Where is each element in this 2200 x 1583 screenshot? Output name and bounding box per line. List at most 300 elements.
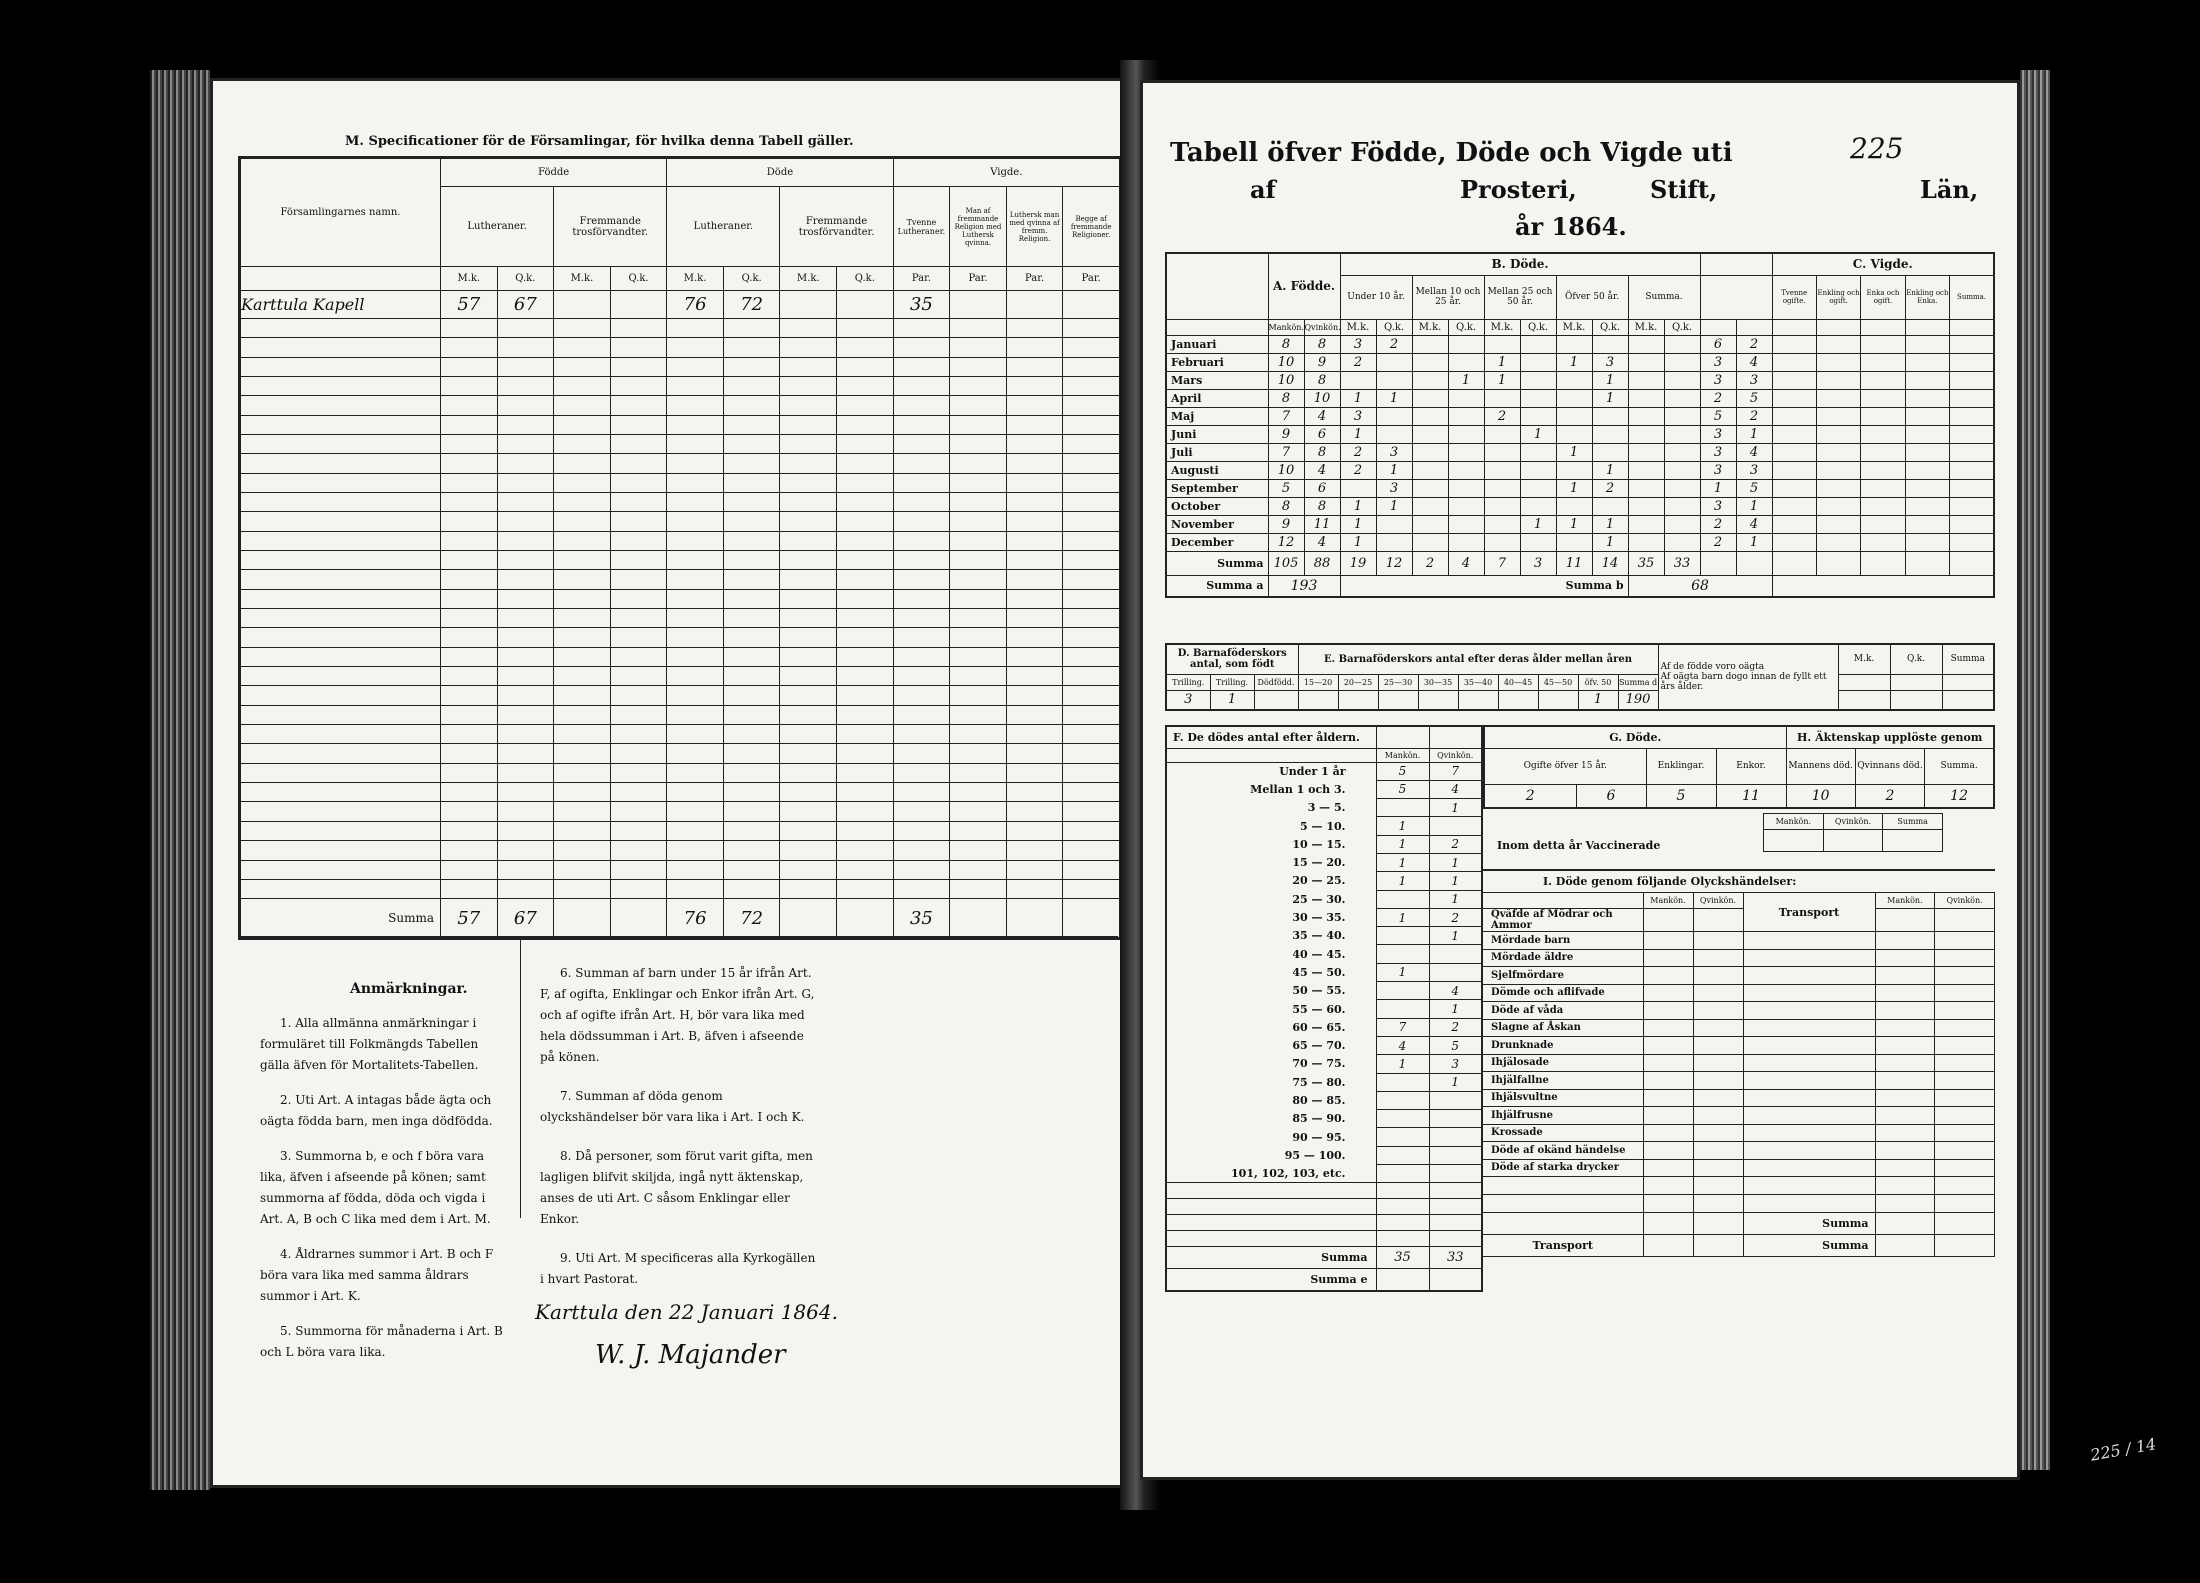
age-male bbox=[1376, 927, 1429, 945]
age-male bbox=[1376, 945, 1429, 963]
month-name: December bbox=[1166, 533, 1268, 551]
age-female: 1 bbox=[1429, 1000, 1482, 1018]
table-row bbox=[241, 551, 1120, 570]
age-label: 95 — 100. bbox=[1166, 1146, 1376, 1164]
month-row bbox=[1166, 353, 1994, 371]
month-row bbox=[1166, 515, 1994, 533]
age-female: 1 bbox=[1429, 890, 1482, 908]
table-row bbox=[241, 338, 1120, 357]
death-cell bbox=[1412, 335, 1448, 353]
born-male: 10 bbox=[1268, 371, 1304, 389]
death-cell bbox=[1376, 515, 1412, 533]
death-cell bbox=[1664, 389, 1700, 407]
death-sum-male: 3 bbox=[1700, 425, 1736, 443]
table-row bbox=[241, 879, 1120, 898]
death-cell: 1 bbox=[1484, 353, 1520, 371]
table-row bbox=[241, 763, 1120, 782]
d-col: Dödfödd. bbox=[1254, 674, 1298, 690]
summa-death-cell: 14 bbox=[1592, 551, 1628, 575]
death-cell bbox=[1448, 407, 1484, 425]
head-h: H. Äktenskap upplöste genom bbox=[1786, 726, 1994, 748]
month-row bbox=[1166, 497, 1994, 515]
table-row bbox=[241, 589, 1120, 608]
f-summa-female: 33 bbox=[1429, 1247, 1482, 1269]
death-cell bbox=[1520, 479, 1556, 497]
death-cell bbox=[1664, 515, 1700, 533]
age-male bbox=[1376, 1165, 1429, 1183]
accident-label: Ihjälfallne bbox=[1483, 1072, 1643, 1090]
age-row bbox=[1166, 872, 1482, 890]
age-female bbox=[1429, 1146, 1482, 1164]
e-value bbox=[1538, 690, 1578, 710]
g-value: 5 bbox=[1646, 784, 1716, 808]
age-male bbox=[1376, 1146, 1429, 1164]
c-col: Summa. bbox=[1950, 275, 1994, 319]
age-row bbox=[1166, 1055, 1482, 1073]
born-male: 8 bbox=[1268, 497, 1304, 515]
summa-death-cell: 35 bbox=[1628, 551, 1664, 575]
sub-qk: Q.k. bbox=[497, 267, 554, 290]
g-col: Enkor. bbox=[1716, 748, 1786, 784]
note-item: 6. Summan af barn under 15 år ifrån Art. F, af ogifta, Enklingar och Enkor ifrån Art. G, och af ogifte ifrån Art. H, bör vara lika med hela dödssumman i Art. B, äfven i afseende på könen. bbox=[540, 966, 815, 1064]
death-cell: 3 bbox=[1340, 335, 1376, 353]
age-label: 75 — 80. bbox=[1166, 1073, 1376, 1091]
age-male: 7 bbox=[1376, 1018, 1429, 1036]
summa-label: Summa bbox=[1743, 1235, 1875, 1257]
death-cell: 2 bbox=[1484, 407, 1520, 425]
month-row bbox=[1166, 533, 1994, 551]
age-row bbox=[1166, 982, 1482, 1000]
month-name: Maj bbox=[1166, 407, 1268, 425]
table-row bbox=[241, 454, 1120, 473]
age-male: 1 bbox=[1376, 1055, 1429, 1073]
age-female bbox=[1429, 945, 1482, 963]
age-female bbox=[1429, 817, 1482, 835]
e-col: Summa d bbox=[1618, 674, 1658, 690]
month-row bbox=[1166, 407, 1994, 425]
born-female: 8 bbox=[1304, 371, 1340, 389]
sub-mankon: Mankön. bbox=[1764, 814, 1824, 830]
sub-par: Par. bbox=[950, 267, 1007, 290]
born-female: 8 bbox=[1304, 443, 1340, 461]
death-cell: 3 bbox=[1376, 479, 1412, 497]
month-name: Januari bbox=[1166, 335, 1268, 353]
born-female: 4 bbox=[1304, 461, 1340, 479]
death-cell bbox=[1628, 443, 1664, 461]
accident-row bbox=[1483, 1107, 1995, 1125]
age-row bbox=[1166, 1091, 1482, 1109]
note-item: 5. Summorna för månaderna i Art. B och L böra vara lika. bbox=[260, 1324, 503, 1359]
death-cell bbox=[1592, 335, 1628, 353]
h-col: Summa. bbox=[1925, 748, 1994, 784]
summa-death-cell: 3 bbox=[1520, 551, 1556, 575]
e-col: 20—25 bbox=[1338, 674, 1378, 690]
death-sum-female: 1 bbox=[1736, 497, 1772, 515]
age-row bbox=[1166, 835, 1482, 853]
age-female: 7 bbox=[1429, 762, 1482, 780]
death-cell: 1 bbox=[1520, 425, 1556, 443]
born-male: 9 bbox=[1268, 515, 1304, 533]
notes-right bbox=[540, 963, 820, 1308]
age-male: 1 bbox=[1376, 835, 1429, 853]
death-cell bbox=[1412, 443, 1448, 461]
age-male bbox=[1376, 799, 1429, 817]
vaccinerade-label: Inom detta år Vaccinerade bbox=[1497, 839, 1661, 852]
age-male: 1 bbox=[1376, 963, 1429, 981]
age-row bbox=[1166, 1018, 1482, 1036]
month-name: Juni bbox=[1166, 425, 1268, 443]
death-sum-male: 2 bbox=[1700, 533, 1736, 551]
accident-label: Sjelfmördare bbox=[1483, 967, 1643, 985]
age-label: 80 — 85. bbox=[1166, 1091, 1376, 1109]
age-row bbox=[1166, 1146, 1482, 1164]
vigde-par: 35 bbox=[893, 290, 950, 318]
d-value bbox=[1254, 690, 1298, 710]
month-row bbox=[1166, 479, 1994, 497]
g-col: Ogifte öfver 15 år. bbox=[1484, 748, 1646, 784]
death-cell: 1 bbox=[1592, 371, 1628, 389]
age-label: 20 — 25. bbox=[1166, 872, 1376, 890]
age-label: 35 — 40. bbox=[1166, 927, 1376, 945]
age-label: 3 — 5. bbox=[1166, 799, 1376, 817]
accident-row bbox=[1483, 1037, 1995, 1055]
notes-title: Anmärkningar. bbox=[350, 981, 468, 997]
age-female bbox=[1429, 1091, 1482, 1109]
e-col: 45—50 bbox=[1538, 674, 1578, 690]
born-male: 7 bbox=[1268, 443, 1304, 461]
death-cell: 3 bbox=[1376, 443, 1412, 461]
age-row bbox=[1166, 908, 1482, 926]
summa-death-cell: 2 bbox=[1412, 551, 1448, 575]
death-cell bbox=[1412, 389, 1448, 407]
sub-mk: M.k. bbox=[1484, 319, 1520, 335]
d-col: Trilling. bbox=[1210, 674, 1254, 690]
death-cell bbox=[1412, 425, 1448, 443]
note-item: 2. Uti Art. A intagas både ägta och oägta födda barn, men inga dödfödda. bbox=[260, 1093, 493, 1128]
sub-qvinkon: Qvinkön. bbox=[1429, 748, 1482, 762]
accident-label: Drunknade bbox=[1483, 1037, 1643, 1055]
month-row bbox=[1166, 461, 1994, 479]
table-row bbox=[241, 647, 1120, 666]
age-label: 5 — 10. bbox=[1166, 817, 1376, 835]
title-year: år 1864. bbox=[1515, 212, 1627, 241]
death-sum-male: 1 bbox=[1700, 479, 1736, 497]
sub-qk: Q.k. bbox=[610, 267, 667, 290]
age-label: Mellan 1 och 3. bbox=[1166, 780, 1376, 798]
e-value bbox=[1298, 690, 1338, 710]
summa-b-value: 68 bbox=[1628, 575, 1772, 597]
sub-mk: M.k. bbox=[1340, 319, 1376, 335]
death-cell bbox=[1664, 533, 1700, 551]
head-i: I. Döde genom följande Olyckshändelser: bbox=[1483, 869, 1995, 892]
month-name: Juli bbox=[1166, 443, 1268, 461]
summa-fodde-qk: 67 bbox=[497, 899, 554, 938]
b-col: Summa. bbox=[1628, 275, 1700, 319]
accident-row bbox=[1483, 984, 1995, 1002]
death-sum-male: 3 bbox=[1700, 443, 1736, 461]
summa-fodde-mk: 57 bbox=[441, 899, 498, 938]
death-cell: 1 bbox=[1340, 425, 1376, 443]
e-col: öfv. 50 bbox=[1578, 674, 1618, 690]
sub-qk: Q.k. bbox=[1664, 319, 1700, 335]
col-dode: Döde bbox=[667, 159, 893, 187]
age-label: 85 — 90. bbox=[1166, 1110, 1376, 1128]
table-row bbox=[241, 473, 1120, 492]
death-cell bbox=[1592, 425, 1628, 443]
sub-mk: M.k. bbox=[1412, 319, 1448, 335]
deaths-by-age-table bbox=[1165, 725, 1995, 1450]
fodde-qk: 67 bbox=[497, 290, 554, 318]
death-cell bbox=[1664, 425, 1700, 443]
summa-death-cell: 33 bbox=[1664, 551, 1700, 575]
death-sum-female: 2 bbox=[1736, 407, 1772, 425]
born-female: 11 bbox=[1304, 515, 1340, 533]
births-deaths-table bbox=[1165, 252, 1995, 598]
sub-qk: Q.k. bbox=[1448, 319, 1484, 335]
col-fremmande: Fremmande trosförvandter. bbox=[554, 187, 667, 267]
death-cell bbox=[1592, 497, 1628, 515]
death-cell: 1 bbox=[1556, 515, 1592, 533]
death-cell bbox=[1484, 335, 1520, 353]
accident-row bbox=[1483, 932, 1995, 950]
age-female bbox=[1429, 963, 1482, 981]
col-man-af: Man af fremmande Religion med Luthersk qvinna. bbox=[950, 187, 1007, 267]
born-female: 9 bbox=[1304, 353, 1340, 371]
summa-death-cell: 7 bbox=[1484, 551, 1520, 575]
death-cell: 3 bbox=[1592, 353, 1628, 371]
accident-label: Ihjälosade bbox=[1483, 1054, 1643, 1072]
death-cell: 2 bbox=[1340, 443, 1376, 461]
age-male: 1 bbox=[1376, 817, 1429, 835]
death-cell bbox=[1520, 407, 1556, 425]
death-cell bbox=[1556, 425, 1592, 443]
sub-par: Par. bbox=[1063, 267, 1120, 290]
sub-qk: Q.k. bbox=[837, 267, 894, 290]
death-cell bbox=[1376, 371, 1412, 389]
table-row bbox=[241, 667, 1120, 686]
month-name: Mars bbox=[1166, 371, 1268, 389]
death-cell bbox=[1628, 515, 1664, 533]
col-fodde: Födde bbox=[441, 159, 667, 187]
d-value: 3 bbox=[1166, 690, 1210, 710]
col-vigde: Vigde. bbox=[893, 159, 1119, 187]
sub-qvinkon: Qvinkön. bbox=[1935, 893, 1995, 909]
e-col: 35—40 bbox=[1458, 674, 1498, 690]
age-male bbox=[1376, 890, 1429, 908]
death-cell bbox=[1520, 371, 1556, 389]
death-sum-female: 4 bbox=[1736, 515, 1772, 533]
summa-death-cell: 12 bbox=[1376, 551, 1412, 575]
age-row bbox=[1166, 963, 1482, 981]
sub-qvinkon: Qvinkön. bbox=[1304, 319, 1340, 335]
accident-row bbox=[1483, 909, 1995, 932]
d-value: 1 bbox=[1210, 690, 1254, 710]
col-parish: Församlingarnes namn. bbox=[241, 159, 441, 267]
title-prosteri: Prosteri, bbox=[1460, 175, 1577, 204]
oagta-label-2: Af oägta barn dogo innan de fyllt ett års ålder. bbox=[1660, 672, 1827, 692]
death-cell bbox=[1484, 389, 1520, 407]
age-female: 3 bbox=[1429, 1055, 1482, 1073]
table-row bbox=[241, 415, 1120, 434]
month-row bbox=[1166, 443, 1994, 461]
month-name: Augusti bbox=[1166, 461, 1268, 479]
accident-row bbox=[1483, 1124, 1995, 1142]
death-cell bbox=[1412, 407, 1448, 425]
death-cell: 1 bbox=[1340, 497, 1376, 515]
g-col: Enklingar. bbox=[1646, 748, 1716, 784]
summa-death-cell: 4 bbox=[1448, 551, 1484, 575]
age-row bbox=[1166, 1110, 1482, 1128]
book-edge-right bbox=[2020, 70, 2050, 1470]
age-female: 2 bbox=[1429, 835, 1482, 853]
death-cell bbox=[1664, 497, 1700, 515]
accident-label: Slagne af Åskan bbox=[1483, 1019, 1643, 1037]
death-cell bbox=[1592, 407, 1628, 425]
e-value bbox=[1418, 690, 1458, 710]
sub-par: Par. bbox=[1006, 267, 1063, 290]
col-tvenne: Tvenne Lutheraner. bbox=[893, 187, 950, 267]
note-item: 9. Uti Art. M specificeras alla Kyrkogällen i hvart Pastorat. bbox=[540, 1251, 816, 1286]
born-male: 7 bbox=[1268, 407, 1304, 425]
age-label: 30 — 35. bbox=[1166, 908, 1376, 926]
death-cell: 1 bbox=[1592, 389, 1628, 407]
head-g: G. Döde. bbox=[1484, 726, 1786, 748]
born-female: 8 bbox=[1304, 335, 1340, 353]
death-cell: 1 bbox=[1520, 515, 1556, 533]
age-label: 101, 102, 103, etc. bbox=[1166, 1165, 1376, 1183]
sub-qk: Q.k. bbox=[1376, 319, 1412, 335]
death-cell bbox=[1628, 479, 1664, 497]
age-label: 45 — 50. bbox=[1166, 963, 1376, 981]
age-female: 4 bbox=[1429, 780, 1482, 798]
death-cell: 1 bbox=[1556, 353, 1592, 371]
death-cell: 1 bbox=[1592, 461, 1628, 479]
death-cell: 2 bbox=[1592, 479, 1628, 497]
death-cell bbox=[1520, 389, 1556, 407]
note-item: 7. Summan af döda genom olyckshändelser bör vara lika i Art. I och K. bbox=[540, 1089, 805, 1124]
summa-e-label: Summa e bbox=[1166, 1269, 1376, 1291]
table-row bbox=[241, 376, 1120, 395]
sub-mk: M.k. bbox=[554, 267, 611, 290]
death-cell bbox=[1628, 497, 1664, 515]
death-cell bbox=[1628, 335, 1664, 353]
death-cell bbox=[1664, 335, 1700, 353]
summa-death-cell: 11 bbox=[1556, 551, 1592, 575]
age-female: 1 bbox=[1429, 1073, 1482, 1091]
age-female: 1 bbox=[1429, 872, 1482, 890]
age-male bbox=[1376, 1000, 1429, 1018]
death-cell bbox=[1376, 425, 1412, 443]
note-item: 3. Summorna b, e och f böra vara lika, äfven i afseende på könen; samt summorna af födda, döda och vigda i Art. A, B och C lika med dem i Art. M. bbox=[260, 1149, 491, 1226]
age-male: 1 bbox=[1376, 853, 1429, 871]
sub-qvinkon: Qvinkön. bbox=[1693, 893, 1743, 909]
h-value: 2 bbox=[1855, 784, 1924, 808]
death-cell bbox=[1592, 443, 1628, 461]
sub-mk: M.k. bbox=[1556, 319, 1592, 335]
age-label: 90 — 95. bbox=[1166, 1128, 1376, 1146]
month-row bbox=[1166, 371, 1994, 389]
age-female: 1 bbox=[1429, 927, 1482, 945]
death-cell bbox=[1484, 461, 1520, 479]
summa-vigde-par: 35 bbox=[893, 899, 950, 938]
age-row bbox=[1166, 762, 1482, 780]
death-cell bbox=[1556, 335, 1592, 353]
month-name: November bbox=[1166, 515, 1268, 533]
born-male: 8 bbox=[1268, 335, 1304, 353]
death-cell bbox=[1664, 353, 1700, 371]
death-cell bbox=[1628, 461, 1664, 479]
e-value bbox=[1338, 690, 1378, 710]
head-a: A. Födde. bbox=[1268, 253, 1340, 319]
accident-row bbox=[1483, 967, 1995, 985]
death-cell: 1 bbox=[1484, 371, 1520, 389]
born-male: 10 bbox=[1268, 353, 1304, 371]
death-sum-female: 5 bbox=[1736, 389, 1772, 407]
age-female: 2 bbox=[1429, 908, 1482, 926]
table-row bbox=[241, 609, 1120, 628]
summa-label: Summa bbox=[1942, 644, 1994, 674]
age-row bbox=[1166, 945, 1482, 963]
spec-title: M. Specificationer för de Församlingar, för hvilka denna Tabell gäller. bbox=[345, 134, 854, 149]
right-page bbox=[1140, 80, 2020, 1480]
sub-par: Par. bbox=[893, 267, 950, 290]
age-female: 5 bbox=[1429, 1036, 1482, 1054]
c-col: Enkling och Enka. bbox=[1905, 275, 1949, 319]
accident-label: Döde af okänd händelse bbox=[1483, 1142, 1643, 1160]
summa-label: Summa bbox=[1166, 551, 1268, 575]
table-row bbox=[241, 396, 1120, 415]
death-sum-male: 3 bbox=[1700, 461, 1736, 479]
death-cell bbox=[1556, 389, 1592, 407]
accident-label: Ihjälfrusne bbox=[1483, 1107, 1643, 1125]
accident-row bbox=[1483, 1159, 1995, 1177]
death-cell bbox=[1448, 461, 1484, 479]
death-cell: 1 bbox=[1592, 533, 1628, 551]
summa-label: Summa bbox=[1166, 1247, 1376, 1269]
death-cell bbox=[1628, 533, 1664, 551]
summa-label: Summa bbox=[1883, 814, 1943, 830]
death-cell bbox=[1412, 533, 1448, 551]
summa-death-cell: 19 bbox=[1340, 551, 1376, 575]
death-cell bbox=[1448, 479, 1484, 497]
head-c: C. Vigde. bbox=[1772, 253, 1994, 275]
left-page bbox=[210, 78, 1140, 1488]
col-begge: Begge af fremmande Religioner. bbox=[1063, 187, 1120, 267]
death-cell: 1 bbox=[1448, 371, 1484, 389]
age-label: 70 — 75. bbox=[1166, 1055, 1376, 1073]
h-col: Qvinnans död. bbox=[1855, 748, 1924, 784]
death-sum-female: 1 bbox=[1736, 533, 1772, 551]
accident-label: Ihjälsvultne bbox=[1483, 1089, 1643, 1107]
accident-row bbox=[1483, 1142, 1995, 1160]
age-male bbox=[1376, 1110, 1429, 1128]
death-sum-female: 4 bbox=[1736, 353, 1772, 371]
month-name: September bbox=[1166, 479, 1268, 497]
age-label: 40 — 45. bbox=[1166, 945, 1376, 963]
death-sum-male: 6 bbox=[1700, 335, 1736, 353]
death-cell bbox=[1412, 353, 1448, 371]
table-row bbox=[241, 802, 1120, 821]
death-cell bbox=[1556, 371, 1592, 389]
death-cell bbox=[1340, 371, 1376, 389]
age-male bbox=[1376, 1091, 1429, 1109]
death-cell: 1 bbox=[1376, 497, 1412, 515]
death-cell bbox=[1484, 497, 1520, 515]
dode-mk: 76 bbox=[667, 290, 724, 318]
summa-born-female: 88 bbox=[1304, 551, 1340, 575]
age-row bbox=[1166, 1000, 1482, 1018]
death-cell bbox=[1520, 461, 1556, 479]
